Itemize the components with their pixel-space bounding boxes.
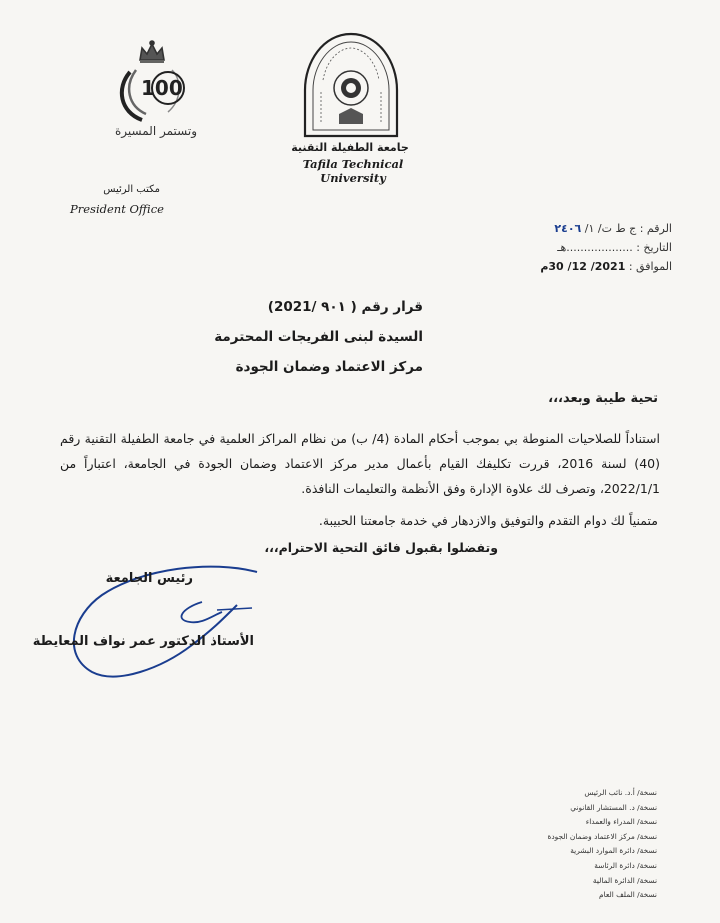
copy-item: نسخة/ الدائرة المالية <box>592 875 657 885</box>
reference-number-label: الرقم : ج ط ت/ ١/ <box>584 222 672 235</box>
signatory-title: رئيس الجامعة <box>105 571 193 586</box>
office-label-ar: مكتب الرئيس <box>103 184 160 195</box>
university-name-ar: جامعة الطفيلة التقنية <box>291 141 409 154</box>
crown-icon <box>140 41 164 62</box>
centennial-number: 100 <box>141 76 183 100</box>
reference-number-line <box>472 222 672 241</box>
copy-item: نسخة/ الملف العام <box>599 890 657 900</box>
gregorian-date-line <box>472 260 672 279</box>
copy-item: نسخة/ د. المستشار القانوني <box>570 802 657 812</box>
copy-item: نسخة/ أ.د. نائب الرئيس <box>584 788 657 797</box>
gregorian-date-value: 2021/ 12/ 30م <box>540 260 626 273</box>
letter-body: استناداً للصلاحيات المنوطة بي بموجب أحكام المادة (4/ ب) من نظام المراكز العلمية في جامعة الطفيلة التقنية رقم (40) لسنة 2016، قررت تكليفك القيام بأعمال مدير مركز الاعتماد وضمان الجودة في الجامعة، اعتباراً من 2022/1/1، وتصرف لك علاوة الإدارة وفق الأنظمة والتعليمات النافذة. <box>60 431 660 496</box>
department: مركز الاعتماد وضمان الجودة <box>235 359 423 375</box>
letter-header <box>93 292 423 382</box>
hijri-date-label: التاريخ : <box>636 241 672 254</box>
reference-block <box>472 222 672 279</box>
addressee: السيدة لبنى الفريجات المحترمة <box>214 329 423 345</box>
decision-number: قرار رقم ( ٩٠١ /2021) <box>267 299 423 315</box>
university-seal <box>301 32 401 140</box>
sun-emblem-icon <box>334 71 368 105</box>
closing-line: وتفضلوا بقبول فائق التحية الاحترام،،، <box>264 540 498 555</box>
copy-item: نسخة/ دائرة الموارد البشرية <box>570 846 657 856</box>
hijri-date-line <box>472 241 672 260</box>
greeting: تحية طيبة وبعد،،، <box>548 391 658 406</box>
reference-number-value: ٢٤٠٦ <box>554 222 582 235</box>
centennial-tagline: وتستمر المسيرة <box>115 124 197 138</box>
copy-item: نسخة/ دائرة الرئاسة <box>594 860 657 870</box>
wish-line: متمنياً لك دوام التقدم والتوفيق والازدهار في خدمة جامعتنا الحبيبة. <box>318 513 658 528</box>
copy-item: نسخة/ مركز الاعتماد وضمان الجودة <box>547 831 657 841</box>
university-name-en: Tafila Technical University <box>302 157 404 185</box>
signatory-name: الأستاذ الدكتور عمر نواف المعايطة <box>32 634 254 649</box>
office-label-en: President Office <box>70 202 164 216</box>
copy-item: نسخة/ المدراء والعمداء <box>585 817 657 827</box>
gregorian-date-label: الموافق : <box>628 260 672 273</box>
hijri-date-value: ...................هـ <box>557 241 633 254</box>
copies-list <box>507 786 657 903</box>
